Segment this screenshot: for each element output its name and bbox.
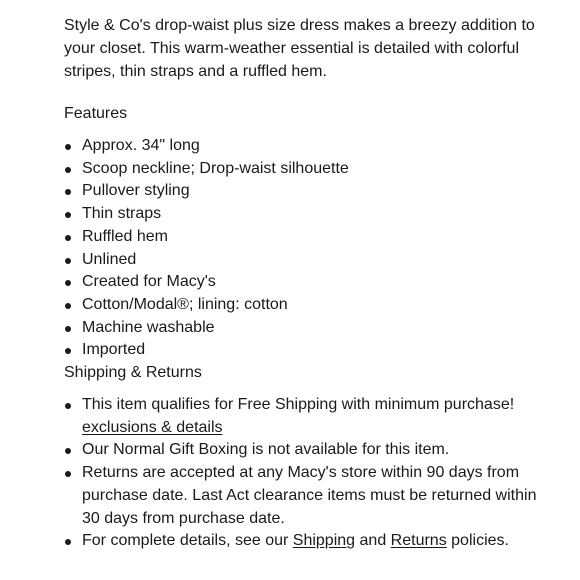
list-item	[64, 135, 540, 158]
list-item	[64, 271, 540, 294]
bullet-icon	[65, 212, 71, 218]
bullet-icon	[65, 448, 71, 454]
bullet-icon	[65, 403, 71, 409]
bullet-icon	[65, 280, 71, 286]
bullet-icon	[65, 258, 71, 264]
bullet-icon	[65, 235, 71, 241]
list-item	[64, 317, 540, 340]
feature-text: Approx. 34" long	[82, 137, 200, 154]
returns-policy-text: Returns are accepted at any Macy's store within 90 days from purchase date. Last Act clearance items must be returned within 30 days from purchase date.	[82, 464, 537, 527]
features-heading: Features	[64, 105, 128, 122]
list-item	[64, 462, 540, 530]
bullet-icon	[65, 471, 71, 477]
bullet-icon	[65, 326, 71, 332]
bullet-icon	[65, 348, 71, 354]
list-item	[64, 180, 540, 203]
feature-text: Scoop neckline; Drop-waist silhouette	[82, 159, 349, 177]
feature-text: Thin straps	[82, 205, 162, 223]
feature-text: Cotton/Modal®; lining: cotton	[82, 295, 288, 313]
list-item	[64, 158, 540, 181]
list-item	[64, 339, 540, 362]
feature-text: Imported	[82, 341, 146, 359]
feature-text: Ruffled hem	[82, 227, 168, 245]
bullet-icon	[65, 144, 71, 150]
free-shipping-text: This item qualifies for Free Shipping with minimum purchase!	[82, 396, 515, 414]
details-prefix-text: For complete details, see our	[82, 532, 289, 550]
list-item	[64, 439, 540, 462]
exclusions-details-link[interactable]: exclusions & details	[82, 418, 223, 436]
returns-policy-link[interactable]: Returns	[390, 532, 447, 550]
list-item	[64, 203, 540, 226]
bullet-icon	[65, 303, 71, 309]
and-text: and	[359, 532, 387, 550]
list-item	[64, 394, 540, 439]
bullet-icon	[65, 189, 71, 195]
feature-text: Created for Macy's	[82, 273, 216, 291]
shipping-list	[64, 394, 540, 553]
list-item	[64, 249, 540, 272]
shipping-policy-link[interactable]: Shipping	[292, 532, 356, 550]
bullet-icon	[65, 539, 71, 545]
feature-text: Machine washable	[82, 318, 215, 336]
list-item	[64, 294, 540, 317]
feature-text: Unlined	[82, 250, 137, 268]
shipping-returns-heading: Shipping & Returns	[64, 364, 202, 382]
list-item	[64, 226, 540, 249]
list-item	[64, 530, 540, 553]
feature-text: Pullover styling	[82, 182, 190, 200]
features-list	[64, 135, 540, 362]
policies-suffix-text: policies.	[451, 532, 509, 550]
product-description: Style & Co's drop-waist plus size dress makes a breezy addition to your closet. This warm-weather essential is detailed with colorful stripes, thin straps and a ruffled hem.	[64, 17, 535, 80]
gift-boxing-text: Our Normal Gift Boxing is not available for this item.	[82, 441, 450, 459]
bullet-icon	[65, 167, 71, 173]
